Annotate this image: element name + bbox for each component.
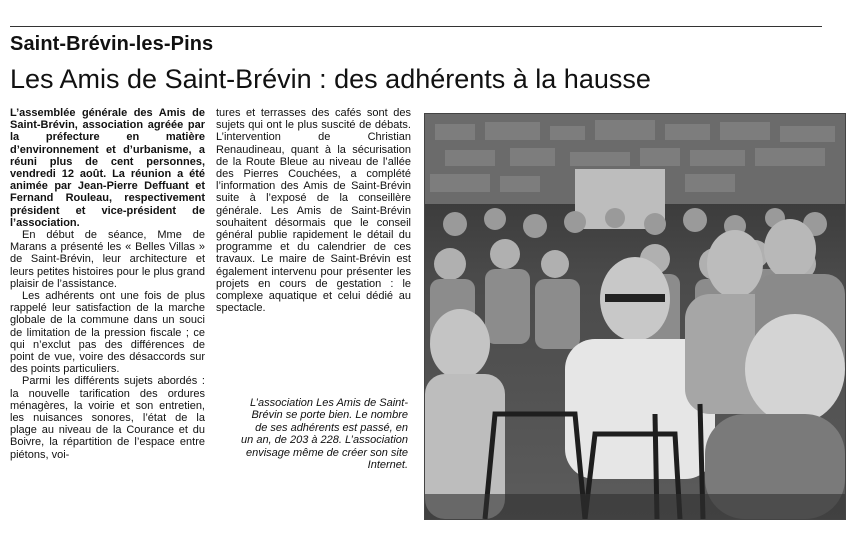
section-locality: Saint-Brévin-les-Pins <box>10 33 214 55</box>
article-paragraph: tures et terrasses des cafés sont des sujets qui ont le plus suscité de débats. L’intervention de Christian Renaudineau, quant à la sécurisation de la Route Bleue au niveau de l’allée des Pierres Couchées, a complété l’information des Amis de Saint-Brévin suite à l’exposé de la conseillère générale. Les Amis de Saint-Brévin souhaitent désormais que le conseil général publie rapidement le détail du programme et du calendrier de ces travaux. Le maire de Saint-Brévin est également intervenu pour présenter les projets en cours de gestation : le complexe aquatique et celui dédié au spectacle. <box>216 107 411 315</box>
article-lead: L’assemblée générale des Amis de Saint-Brévin, association agréée par la préfecture en matière d’environnement et d’urbanisme, a réuni plus de cent personnes, vendredi 12 août. La réunion a été animée par Jean-Pierre Deffuant et Fernand Rouleau, respectivement président et vice-président de l’association. <box>10 107 205 229</box>
photo-caption: L’association Les Amis de Saint-Brévin se porte bien. Le nombre de ses adhérents est passé, en un an, de 203 à 228. L’association envisage même de créer son site Internet. <box>241 397 408 472</box>
article-paragraph: Les adhérents ont une fois de plus rappelé leur satisfaction de la marche globale de la commune dans un souci de limitation de la pression fiscale ; ce qui n’exclut pas des différences de point de vue, voire des désaccords sur des points particuliers. <box>10 290 205 376</box>
article-paragraph: Parmi les différents sujets abordés : la nouvelle tarification des ordures ménagères, la voirie et son entretien, les nuisances sonores, l’état de la plage au niveau de la Courance et du Boivre, la répartition de l’espace entre piétons, voi- <box>10 375 205 461</box>
text-column-1 <box>10 107 205 461</box>
article-headline: Les Amis de Saint-Brévin : des adhérents à la hausse <box>10 64 651 94</box>
top-rule <box>10 26 822 27</box>
text-column-2 <box>216 107 411 314</box>
article-paragraph: En début de séance, Mme de Marans a présenté les « Belles Villas » de Saint-Brévin, leur architecture et leurs petites histoires pour le plus grand plaisir de l’assistance. <box>10 229 205 290</box>
audience-photo <box>424 113 846 520</box>
